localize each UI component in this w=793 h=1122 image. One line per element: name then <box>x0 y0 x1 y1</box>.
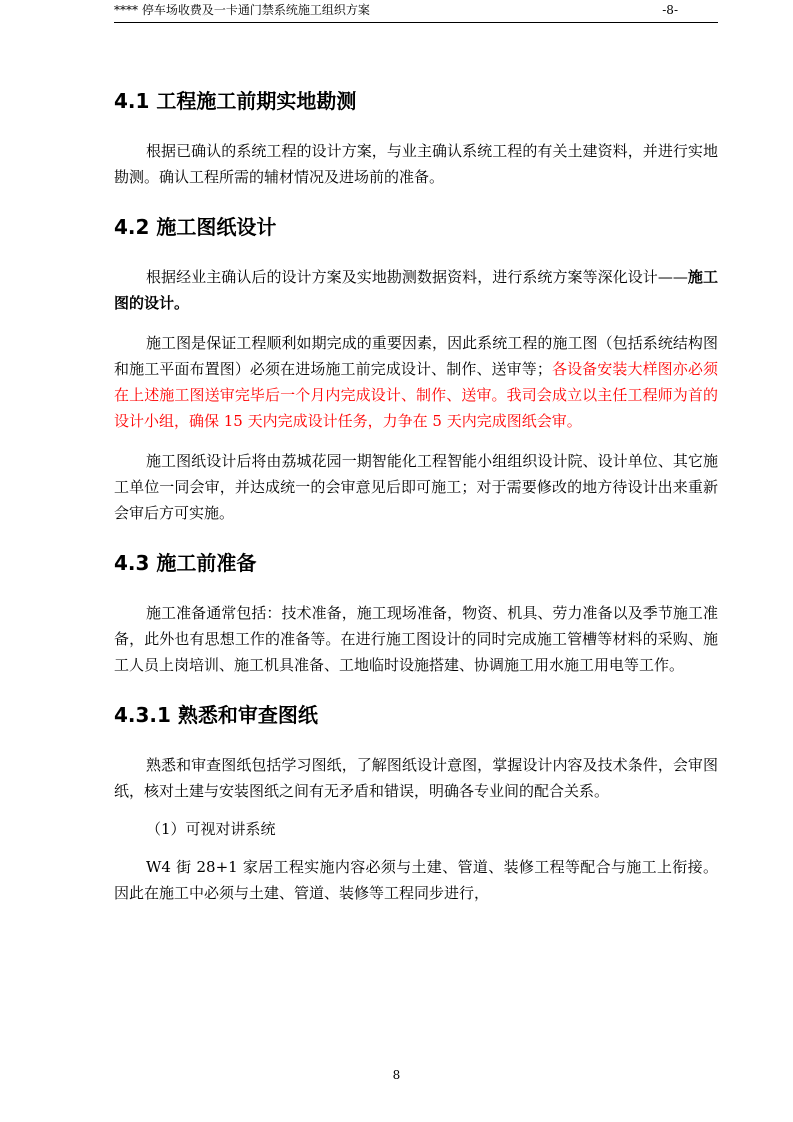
text-run: 根据经业主确认后的设计方案及实地勘测数据资料，进行系统方案等深化设计—— <box>146 268 688 286</box>
page-footer <box>0 1068 793 1082</box>
paragraph: 施工准备通常包括：技术准备，施工现场准备，物资、机具、劳力准备以及季节施工准备，此外也有思想工作的准备等。在进行施工图设计的同时完成施工管槽等材料的采购、施工人员上岗培训、施工机具准备、工地临时设施搭建、协调施工用水施工用电等工作。 <box>114 604 718 674</box>
text-run-bold: 施工图的设计。 <box>114 268 718 312</box>
header-title: **** 停车场收费及一卡通门禁系统施工组织方案 <box>114 3 370 17</box>
paragraph: 熟悉和审查图纸包括学习图纸，了解图纸设计意图，掌握设计内容及技术条件，会审图纸，核对土建与安装图纸之间有无矛盾和错误，明确各专业间的配合关系。 <box>114 756 718 800</box>
header-page-marker: -8- <box>662 3 678 17</box>
list-item: （1）可视对讲系统 <box>146 820 276 838</box>
section-heading-4-3: 4.3 施工前准备 <box>114 551 257 575</box>
page-header <box>114 0 718 23</box>
text-run-highlight: 各设备安装大样图亦必须在上述施工图送审完毕后一个月内完成设计、制作、送审。我司会成立以主任工程师为首的设计小组，确保 15 天内完成设计任务，力争在 5 天内完成图纸会审。 <box>114 360 718 430</box>
text-run: 施工图是保证工程顺利如期完成的重要因素，因此系统工程的施工图（包括系统结构图和施工平面布置图）必须在进场施工前完成设计、制作、送审等； <box>114 334 718 378</box>
section-heading-4-3-1: 4.3.1 熟悉和审查图纸 <box>114 703 318 727</box>
section-heading-4-1: 4.1 工程施工前期实地勘测 <box>114 89 357 113</box>
paragraph <box>114 330 718 434</box>
paragraph: W4 街 28+1 家居工程实施内容必须与土建、管道、装修工程等配合与施工上衔接。因此在施工中必须与土建、管道、装修等工程同步进行， <box>114 858 718 902</box>
paragraph <box>114 264 718 316</box>
footer-page-number: 8 <box>392 1068 401 1082</box>
section-heading-4-2: 4.2 施工图纸设计 <box>114 215 277 239</box>
document-body <box>114 80 718 906</box>
paragraph: 根据已确认的系统工程的设计方案，与业主确认系统工程的有关土建资料，并进行实地勘测。确认工程所需的辅材情况及进场前的准备。 <box>114 142 718 186</box>
paragraph: 施工图纸设计后将由荔城花园一期智能化工程智能小组组织设计院、设计单位、其它施工单位一同会审，并达成统一的会审意见后即可施工；对于需要修改的地方待设计出来重新会审后方可实施。 <box>114 452 718 522</box>
